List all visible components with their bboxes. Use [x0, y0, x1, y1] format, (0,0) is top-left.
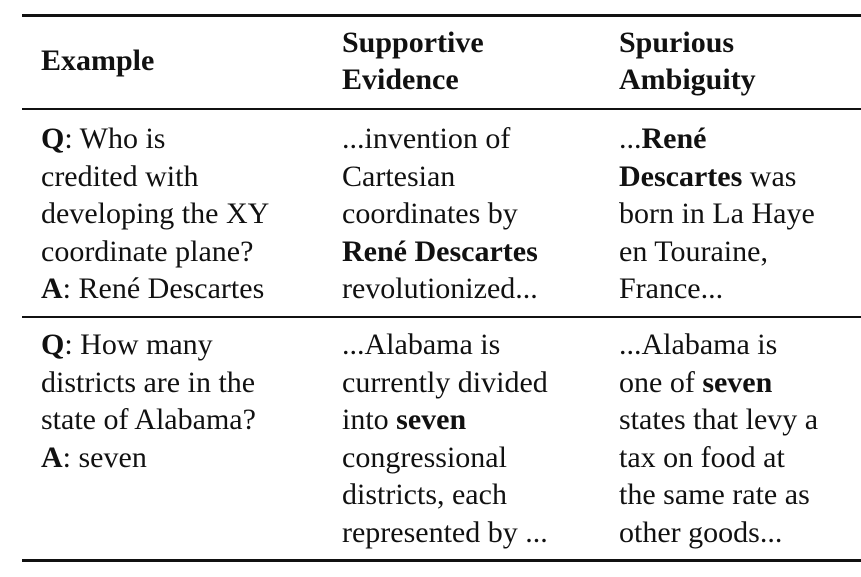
- header-example: Example: [41, 44, 155, 77]
- row2-supportive-evidence: ...Alabama is currently divided into seven congressional districts, each represented by ...: [342, 328, 548, 549]
- row2-spurious-ambiguity: ...Alabama is one of seven states that levy a tax on food at the same rate as other goods...: [619, 328, 819, 549]
- row2-example: Q: How many districts are in the state of Alabama? A: seven: [41, 328, 256, 474]
- header-supportive-evidence: Supportive Evidence: [342, 26, 484, 96]
- table-bottom-rule: [22, 559, 861, 562]
- row-separator-rule: [22, 316, 861, 318]
- row1-spurious-ambiguity: ...René Descartes was born in La Haye en Touraine, France...: [619, 122, 815, 305]
- header-separator-rule: [22, 108, 861, 110]
- row1-example: Q: Who is credited with developing the XY coordinate plane? A: René Descartes: [41, 122, 270, 305]
- row1-supportive-evidence: ...invention of Cartesian coordinates by René Descartes revolutionized...: [342, 122, 538, 305]
- table-top-rule: [22, 14, 861, 17]
- header-spurious-ambiguity: Spurious Ambiguity: [619, 26, 756, 96]
